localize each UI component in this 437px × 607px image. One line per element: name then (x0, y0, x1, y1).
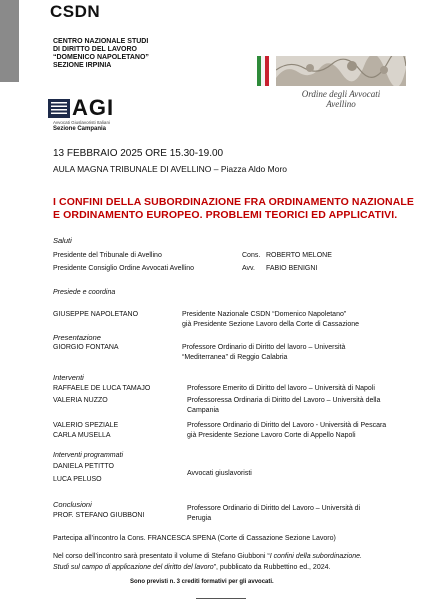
conclusioni-desc-2: Perugia (187, 515, 212, 522)
footer-book-line-2 (53, 563, 330, 572)
interventi-desc-5: già Presidente Sezione Lavoro Corte di Appello Napoli (187, 432, 356, 439)
presiede-desc-1: Presidente Nazionale CSDN “Domenico Napoletano” (182, 311, 347, 318)
grey-side-bar (0, 0, 19, 82)
presiede-name: GIUSEPPE NAPOLETANO (53, 311, 139, 318)
title-line-2: E ORDINAMENTO EUROPEO. PROBLEMI TEORICI ED APPLICATIVI. (53, 209, 398, 221)
saluti-prefix-1: Cons. (242, 252, 261, 259)
interventi-name-2: VALERIA NUZZO (53, 397, 108, 404)
programmati-name-1: DANIELA PETITTO (53, 463, 114, 470)
org-line-2: DI DIRITTO DEL LAVORO (53, 46, 138, 53)
ordine-caption (266, 89, 416, 109)
programmati-desc: Avvocati giuslavoristi (187, 470, 252, 477)
saluti-name-2: FABIO BENIGNI (266, 265, 318, 272)
saluti-name-1: ROBERTO MELONE (266, 252, 332, 259)
saluti-heading: Saluti (53, 236, 72, 245)
italian-flag-icon (257, 56, 269, 86)
csdn-logo: CSDN (50, 2, 101, 21)
programmati-heading: Interventi programmati (53, 452, 124, 459)
footer-book-text-2: ”, pubblicato da Rubbettino ed., 2024. (213, 564, 331, 571)
interventi-desc-4: Professore Ordinario di Diritto del Lavoro - Università di Pescara (187, 422, 387, 429)
event-place: AULA MAGNA TRIBUNALE DI AVELLINO – Piazza Aldo Moro (53, 164, 288, 174)
conclusioni-desc-1: Professore Ordinario di Diritto del Lavoro – Università di (187, 505, 361, 512)
interventi-desc-1: Professore Emerito di Diritto del lavoro – Università di Napoli (187, 385, 375, 392)
presiede-heading: Presiede e coordina (53, 289, 116, 296)
presiede-desc-2: già Presidente Sezione Lavoro della Corte di Cassazione (182, 321, 360, 328)
footer-book-text-1: Nel corso dell’incontro sarà presentato il volume di Stefano Giubboni “ (53, 553, 270, 560)
ordine-caption-line-2: Avellino (326, 99, 356, 109)
interventi-desc-3: Campania (187, 407, 219, 414)
saluti-role-2: Presidente Consiglio Ordine Avvocati Avellino (53, 265, 194, 272)
org-line-4: SEZIONE IRPINIA (53, 62, 112, 69)
org-line-3: “DOMENICO NAPOLETANO” (53, 54, 149, 61)
presentazione-desc-2: “Mediterranea” di Reggio Calabria (182, 354, 288, 361)
conclusioni-heading: Conclusioni (53, 500, 92, 509)
agi-mark-icon (48, 99, 70, 118)
footer-book-line-1 (53, 552, 362, 561)
footer-book-title-2: Studi sul campo di applicazione del diritto del lavoro (53, 564, 214, 571)
conclusioni-name: PROF. STEFANO GIUBBONI (53, 512, 145, 519)
presentazione-heading: Presentazione (53, 333, 101, 342)
ordine-emblem-image (276, 56, 406, 86)
bottom-divider (196, 598, 246, 599)
footer-book-title-1: I confini della subordinazione. (269, 553, 362, 560)
footer-credits: Sono previsti n. 3 crediti formativi per gli avvocati. (130, 579, 274, 585)
presentazione-name: GIORGIO FONTANA (53, 344, 119, 351)
presentazione-desc-1: Professore Ordinario di Diritto del lavoro – Università (182, 344, 346, 351)
interventi-heading: Interventi (53, 373, 84, 382)
agi-section: Sezione Campania (53, 126, 107, 132)
agi-logo: AGI (72, 95, 115, 120)
ordine-caption-line-1: Ordine degli Avvocati (301, 89, 381, 99)
title-line-1: I CONFINI DELLA SUBORDINAZIONE FRA ORDINAMENTO NAZIONALE (53, 196, 415, 208)
org-line-1: CENTRO NAZIONALE STUDI (53, 38, 149, 45)
interventi-desc-2: Professoressa Ordinaria di Diritto del Lavoro – Università della (187, 397, 381, 404)
footer-participation: Partecipa all’incontro la Cons. FRANCESCA SPENA (Corte di Cassazione Sezione Lavoro) (53, 535, 336, 542)
interventi-name-4: CARLA MUSELLA (53, 432, 111, 439)
event-date: 13 FEBBRAIO 2025 ORE 15.30-19.00 (53, 148, 224, 159)
interventi-name-3: VALERIO SPEZIALE (53, 422, 119, 429)
saluti-prefix-2: Avv. (242, 265, 255, 272)
agi-subtitle: Avvocati Giuslavoristi Italiani (53, 120, 110, 125)
programmati-name-2: LUCA PELUSO (53, 476, 102, 483)
event-title (53, 196, 423, 222)
interventi-name-1: RAFFAELE DE LUCA TAMAJO (53, 385, 151, 392)
saluti-role-1: Presidente del Tribunale di Avellino (53, 252, 162, 259)
